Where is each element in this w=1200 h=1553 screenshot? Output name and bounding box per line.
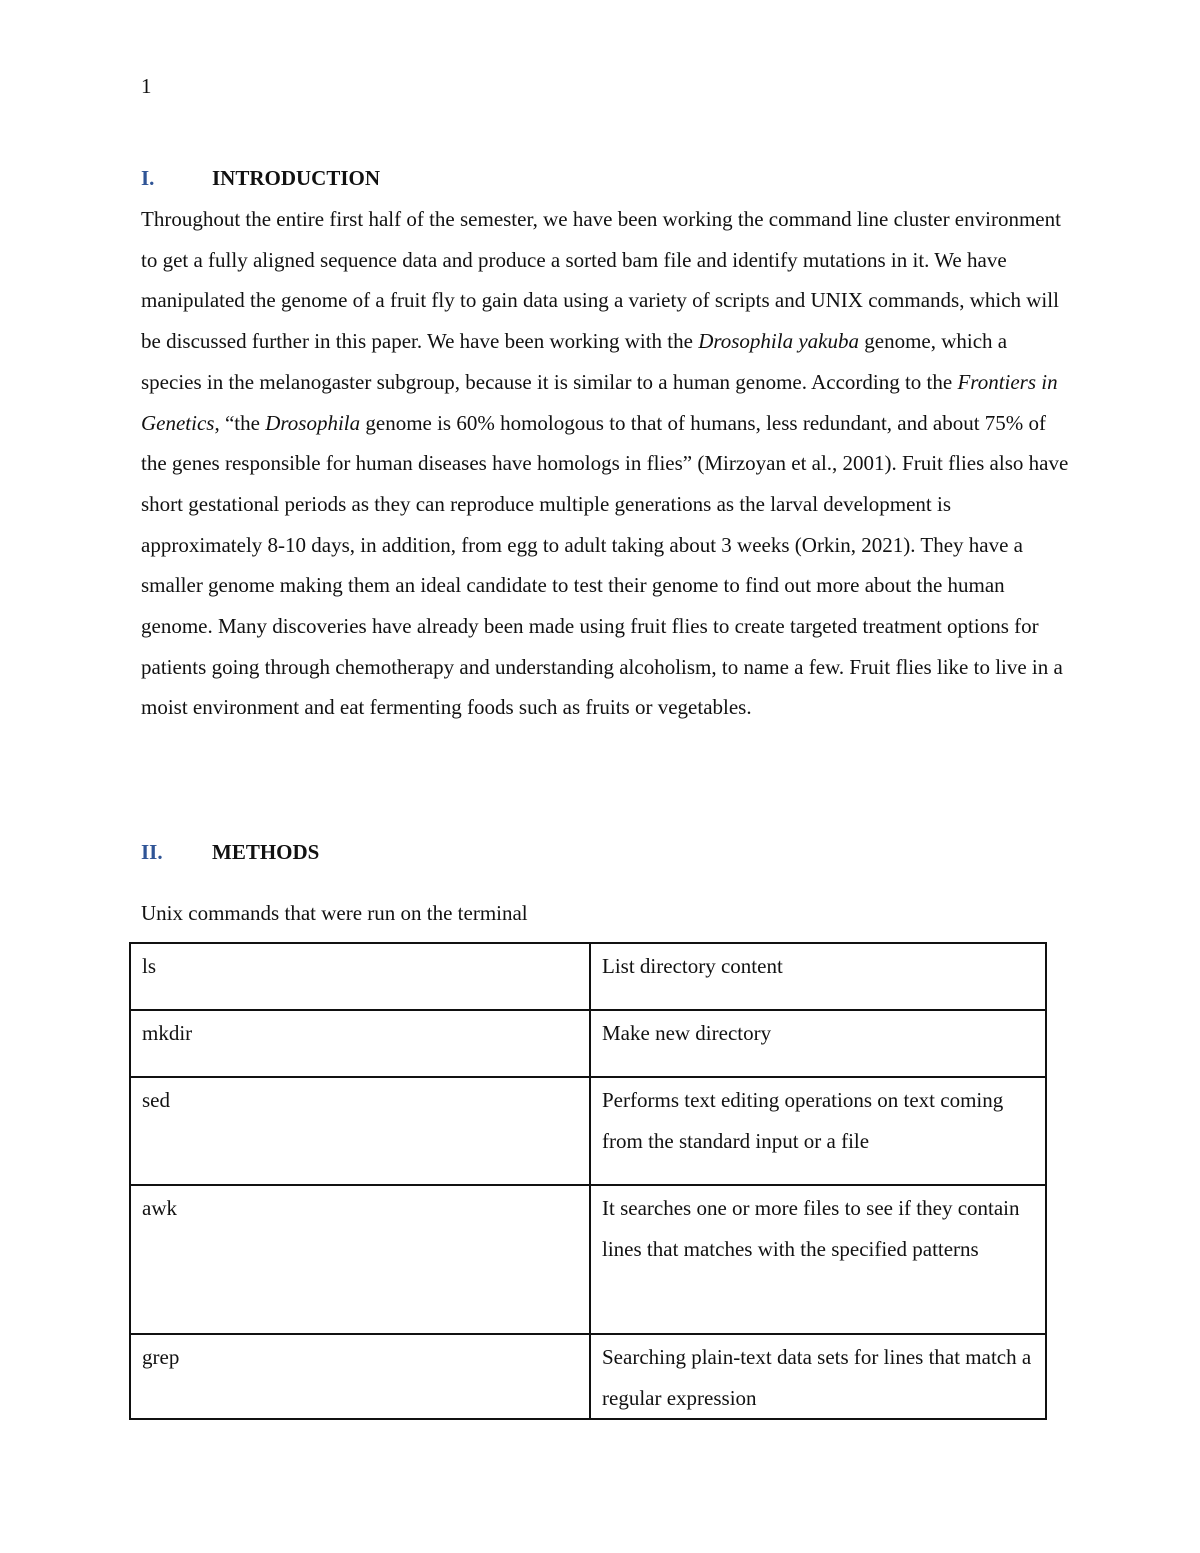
page-number: 1 [141,74,152,98]
table-row [130,1185,1046,1334]
description-cell: Performs text editing operations on text coming from the standard input or a file [590,1077,1046,1185]
command-cell: mkdir [130,1010,590,1077]
command-cell: awk [130,1185,590,1334]
introduction-paragraph [141,199,1071,728]
intro-text: genome, which a species in the melanogaster subgroup, because it is similar to a human genome. According to the [141,329,1008,394]
intro-text: , “the [214,410,266,435]
genus-name: Drosophila [265,410,361,435]
section-title: METHODS [212,840,320,864]
command-cell: sed [130,1077,590,1185]
description-cell: Searching plain-text data sets for lines that match a regular expression [590,1334,1046,1419]
species-name: Drosophila yakuba [698,329,859,354]
table-row [130,1010,1046,1077]
table-caption: Unix commands that were run on the terminal [141,901,528,925]
table-row [130,1334,1046,1419]
unix-commands-table [129,942,1047,1420]
journal-name: Frontiers in Genetics [141,369,1058,435]
section-heading-methods [141,840,319,865]
section-heading-introduction [141,166,380,191]
command-cell: ls [130,943,590,1010]
section-title: INTRODUCTION [212,166,381,190]
section-numeral: II. [141,840,163,864]
intro-text: Throughout the entire first half of the semester, we have been working the command line cluster environment to get a fully aligned sequence data and produce a sorted bam file and identify mutations in it. We have manipulated the genome of a fruit fly to gain data using a variety of scripts and UNIX commands, which will be discussed further in this paper. We have been working with the [141,207,1061,354]
table-row [130,1077,1046,1185]
description-cell: Make new directory [590,1010,1046,1077]
description-cell: It searches one or more files to see if they contain lines that matches with the specified patterns [590,1185,1046,1334]
description-cell: List directory content [590,943,1046,1010]
intro-text: genome is 60% homologous to that of humans, less redundant, and about 75% of the genes responsible for human diseases have homologs in flies” (Mirzoyan et al., 2001). Fruit flies also have short gestational periods as they can reproduce multiple generations as the larval development is approximately 8-10 days, in addition, from egg to adult taking about 3 weeks (Orkin, 2021). They have a smaller genome making them an ideal candidate to test their genome to find out more about the human genome. Many discoveries have already been made using fruit flies to create targeted treatment options for patients going through chemotherapy and understanding alcoholism, to name a few. Fruit flies like to live in a moist environment and eat fermenting foods such as fruits or vegetables. [141,410,1069,720]
table-row [130,943,1046,1010]
command-cell: grep [130,1334,590,1419]
section-numeral: I. [141,166,155,190]
